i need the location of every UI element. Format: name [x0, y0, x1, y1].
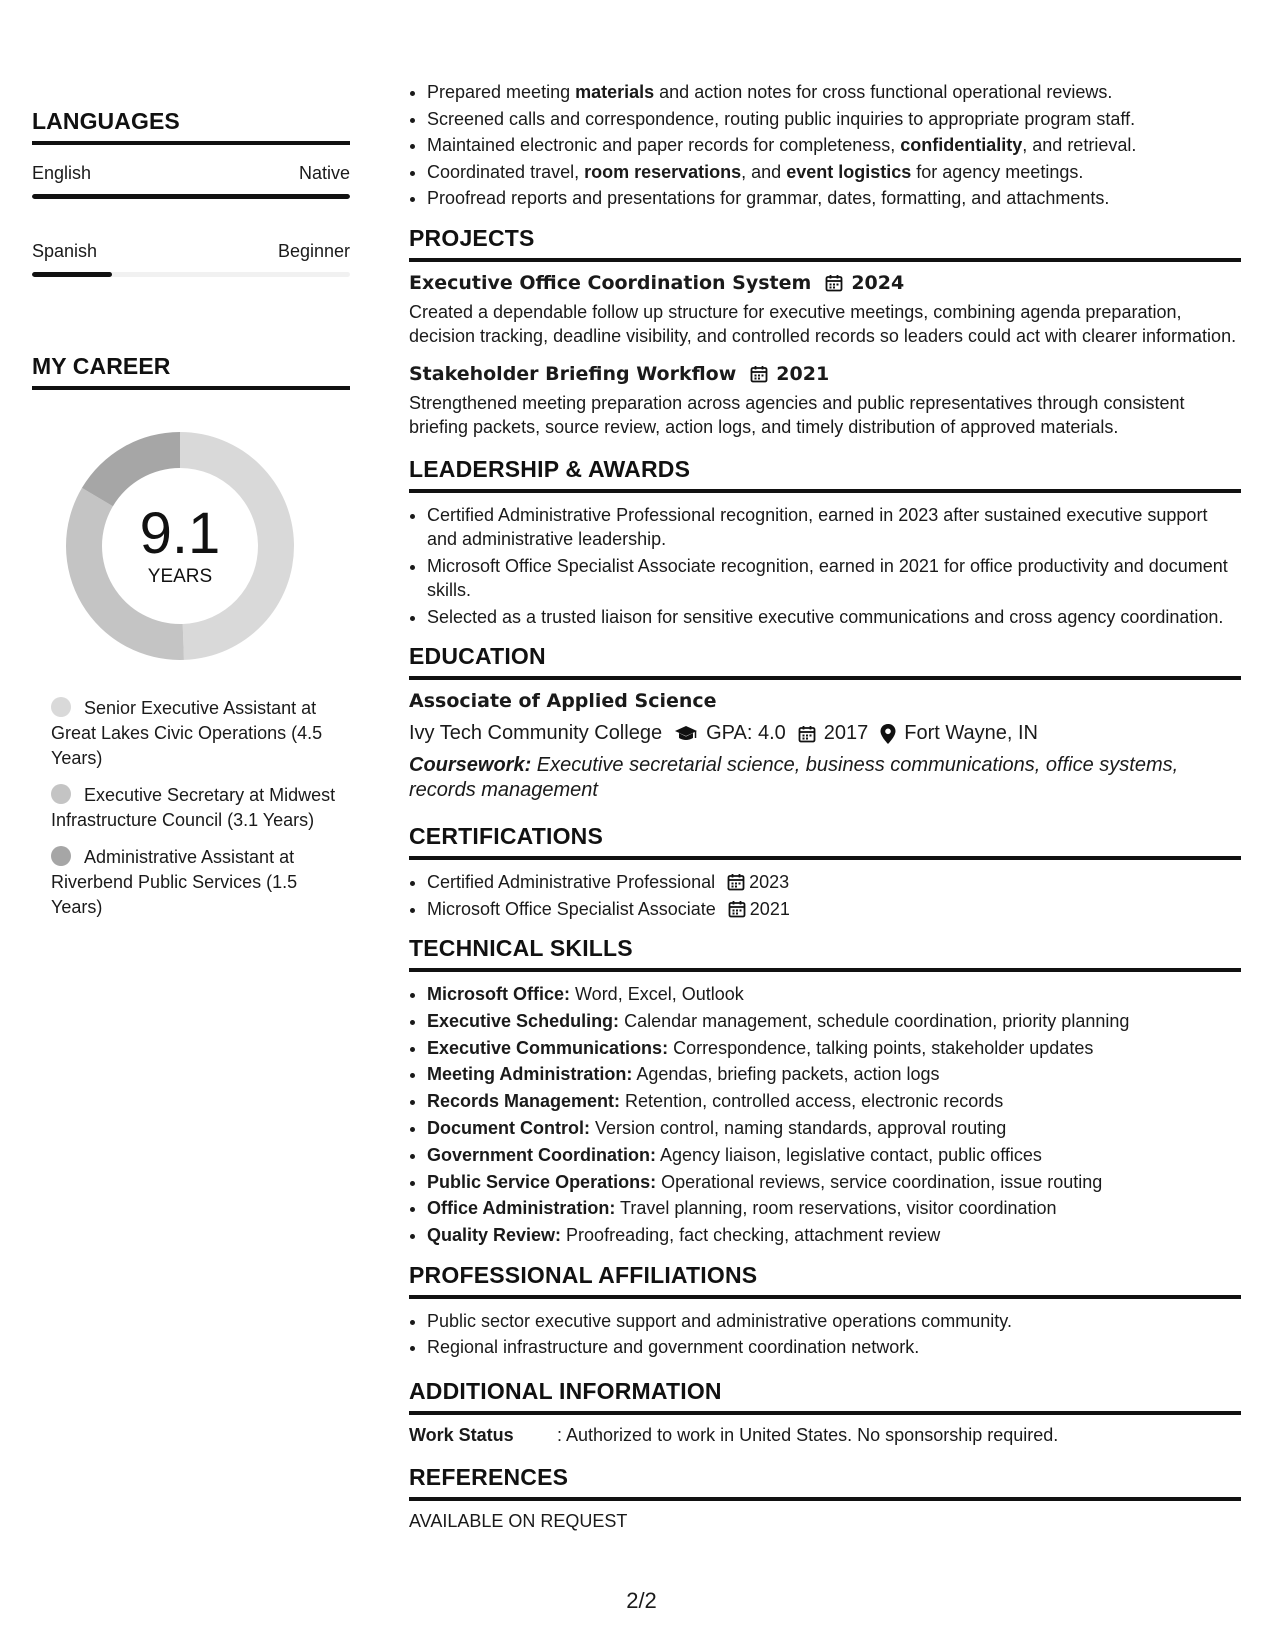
language-item: [32, 163, 350, 199]
references-section: [409, 1464, 1241, 1532]
education-coursework: [409, 753, 1241, 803]
certification-name: • Microsoft Office Specialist Associate: [427, 898, 716, 919]
affiliations-rule: [409, 1295, 1241, 1299]
experience-bullet: • Proofread reports and presentations for grammar, dates, formatting, and attachments.: [427, 186, 1241, 211]
skill-label: Executive Scheduling:: [427, 1010, 620, 1031]
certification-year: 2021: [749, 898, 790, 919]
references-heading: REFERENCES: [409, 1463, 569, 1490]
languages-heading: LANGUAGES: [32, 108, 180, 134]
calendar-icon: [750, 365, 768, 383]
career-heading: MY CAREER: [32, 353, 171, 379]
career-list: [51, 696, 350, 920]
skill-item: [427, 1170, 1241, 1195]
skill-item: [427, 982, 1241, 1007]
certification-name: • Certified Administrative Professional: [427, 872, 716, 892]
language-name: English: [32, 163, 92, 183]
project-year: 2024: [851, 271, 905, 294]
education-degree: Associate of Applied Science: [409, 690, 717, 712]
project-year: 2021: [776, 362, 830, 385]
work-status-row: [409, 1425, 1241, 1446]
certifications-heading: CERTIFICATIONS: [409, 823, 604, 849]
certification-year: 2023: [749, 872, 790, 892]
certifications-list: [409, 870, 1241, 921]
skill-value: Agendas, briefing packets, action logs: [632, 1064, 940, 1085]
experience-bullet: • Maintained electronic and paper records for completeness, confidentiality, and retrieval.: [427, 133, 1241, 158]
calendar-icon: [727, 873, 745, 891]
leadership-item: • Selected as a trusted liaison for sensitive executive communications and cross agency coordination.: [427, 605, 1241, 630]
skill-label: Government Coordination:: [427, 1144, 656, 1165]
skill-value: Operational reviews, service coordination, issue routing: [656, 1171, 1103, 1192]
leadership-item: • Certified Administrative Professional recognition, earned in 2023 after sustained executive support and administrative leadership.: [427, 503, 1241, 552]
affiliation-item: • Public sector executive support and administrative operations community.: [427, 1309, 1241, 1334]
leadership-section: [409, 456, 1241, 630]
leadership-item: • Microsoft Office Specialist Associate recognition, earned in 2021 for office productivity and document skills.: [427, 554, 1241, 603]
education-rule: [409, 676, 1241, 680]
additional-heading: ADDITIONAL INFORMATION: [409, 1377, 722, 1404]
career-item-text: Executive Secretary at Midwest Infrastructure Council (3.1 Years): [51, 785, 336, 830]
project-item: [409, 272, 1241, 349]
skills-rule: [409, 968, 1241, 972]
skill-item: [427, 1036, 1241, 1061]
work-status-value: : Authorized to work in United States. No sponsorship required.: [557, 1424, 1059, 1445]
skill-label: Records Management:: [427, 1091, 621, 1112]
coursework-label: Coursework:: [409, 754, 532, 776]
skill-item: [427, 1089, 1241, 1114]
skill-value: Retention, controlled access, electronic records: [620, 1091, 1004, 1112]
skill-value: Calendar management, schedule coordination, priority planning: [619, 1010, 1130, 1031]
experience-bullets: [409, 80, 1241, 211]
calendar-icon: [728, 900, 746, 918]
skill-value: Correspondence, talking points, stakeholder updates: [668, 1037, 1094, 1058]
skill-item: [427, 1143, 1241, 1168]
career-item: [51, 845, 350, 920]
language-item: [32, 241, 350, 277]
skills-section: [409, 935, 1241, 1248]
skill-item: [427, 1116, 1241, 1141]
skill-value: Version control, naming standards, approval routing: [589, 1117, 1007, 1138]
skills-list: [409, 982, 1241, 1248]
skill-label: Executive Communications:: [427, 1037, 669, 1058]
career-legend-dot: [51, 697, 71, 717]
certifications-rule: [409, 856, 1241, 860]
skill-value: Travel planning, room reservations, visitor coordination: [615, 1198, 1057, 1219]
career-donut-chart: [66, 432, 294, 660]
education-gpa: GPA: 4.0: [706, 722, 786, 744]
skill-label: Microsoft Office:: [427, 984, 571, 1004]
skill-label: Document Control:: [427, 1117, 590, 1138]
experience-bullet: • Prepared meeting materials and action notes for cross functional operational reviews.: [427, 80, 1241, 105]
career-legend-dot: [51, 784, 71, 804]
career-item: [51, 783, 350, 833]
calendar-icon: [825, 274, 843, 292]
skill-item: [427, 1196, 1241, 1221]
career-total-years: 9.1: [139, 501, 221, 566]
language-level: Beginner: [277, 241, 350, 261]
projects-rule: [409, 258, 1241, 262]
career-total-unit: YEARS: [147, 566, 213, 587]
project-title: Stakeholder Briefing Workflow: [409, 362, 737, 385]
career-legend-dot: [51, 846, 71, 866]
skill-label: Quality Review:: [427, 1225, 562, 1246]
education-school: Ivy Tech Community College: [409, 722, 663, 744]
affiliations-list: [409, 1309, 1241, 1360]
coursework-text: Executive secretarial science, business communications, office systems, records management: [409, 754, 1179, 801]
skill-label: Office Administration:: [427, 1198, 616, 1219]
language-proficiency-bar: [32, 272, 350, 277]
leadership-heading: LEADERSHIP & AWARDS: [409, 455, 691, 482]
language-level: Native: [298, 163, 350, 183]
skill-value: Proofreading, fact checking, attachment review: [561, 1225, 941, 1246]
career-item-text: Administrative Assistant at Riverbend Public Services (1.5 Years): [51, 847, 298, 917]
main-column: [409, 80, 1241, 1532]
certifications-section: [409, 823, 1241, 921]
education-section: [409, 643, 1241, 803]
affiliation-item: • Regional infrastructure and government coordination network.: [427, 1335, 1241, 1360]
education-heading: EDUCATION: [409, 643, 546, 669]
experience-bullet: • Screened calls and correspondence, routing public inquiries to appropriate program staff.: [427, 107, 1241, 132]
references-rule: [409, 1497, 1241, 1501]
projects-heading: PROJECTS: [409, 224, 535, 251]
affiliations-heading: PROFESSIONAL AFFILIATIONS: [409, 1261, 758, 1288]
career-item-text: Senior Executive Assistant at Great Lakes Civic Operations (4.5 Years): [51, 698, 323, 768]
graduation-cap-icon: [674, 725, 698, 743]
additional-section: [409, 1378, 1241, 1446]
skill-item: [427, 1062, 1241, 1087]
skill-item: [427, 1223, 1241, 1248]
leadership-rule: [409, 489, 1241, 493]
language-proficiency-bar: [32, 194, 350, 199]
education-location: Fort Wayne, IN: [904, 722, 1038, 744]
skill-value: Agency liaison, legislative contact, public offices: [656, 1144, 1042, 1165]
skills-heading: TECHNICAL SKILLS: [409, 935, 633, 961]
language-proficiency-fill: [32, 272, 112, 277]
career-rule: [32, 386, 350, 390]
skill-value: Word, Excel, Outlook: [570, 984, 744, 1004]
certification-item: [427, 897, 1241, 922]
education-details: [409, 722, 1241, 745]
page-number: 2/2: [626, 1588, 657, 1613]
skill-label: Meeting Administration:: [427, 1064, 633, 1085]
language-proficiency-fill: [32, 194, 350, 199]
work-status-label: Work Status: [409, 1424, 514, 1445]
projects-section: [409, 225, 1241, 440]
leadership-list: [409, 503, 1241, 630]
skill-label: Public Service Operations:: [427, 1171, 657, 1192]
experience-bullet: • Coordinated travel, room reservations, and event logistics for agency meetings.: [427, 160, 1241, 185]
additional-rule: [409, 1411, 1241, 1415]
calendar-icon: [798, 725, 816, 743]
certification-item: [427, 870, 1241, 895]
sidebar: [32, 108, 350, 932]
language-name: Spanish: [32, 241, 98, 261]
location-pin-icon: [880, 724, 896, 744]
project-description: Strengthened meeting preparation across agencies and public representatives through consistent briefing packets, source review, action logs, and timely distribution of approved materials.: [409, 392, 1185, 437]
references-text: AVAILABLE ON REQUEST: [409, 1510, 628, 1531]
project-description: Created a dependable follow up structure for executive meetings, combining agenda preparation, decision tracking, deadline visibility, and controlled records so leaders could act with clearer information.: [409, 301, 1237, 346]
career-item: [51, 696, 350, 771]
education-year: 2017: [823, 722, 869, 744]
skill-item: [427, 1009, 1241, 1034]
project-title: Executive Office Coordination System: [409, 271, 812, 294]
project-item: [409, 363, 1241, 440]
languages-rule: [32, 141, 350, 145]
affiliations-section: [409, 1262, 1241, 1360]
